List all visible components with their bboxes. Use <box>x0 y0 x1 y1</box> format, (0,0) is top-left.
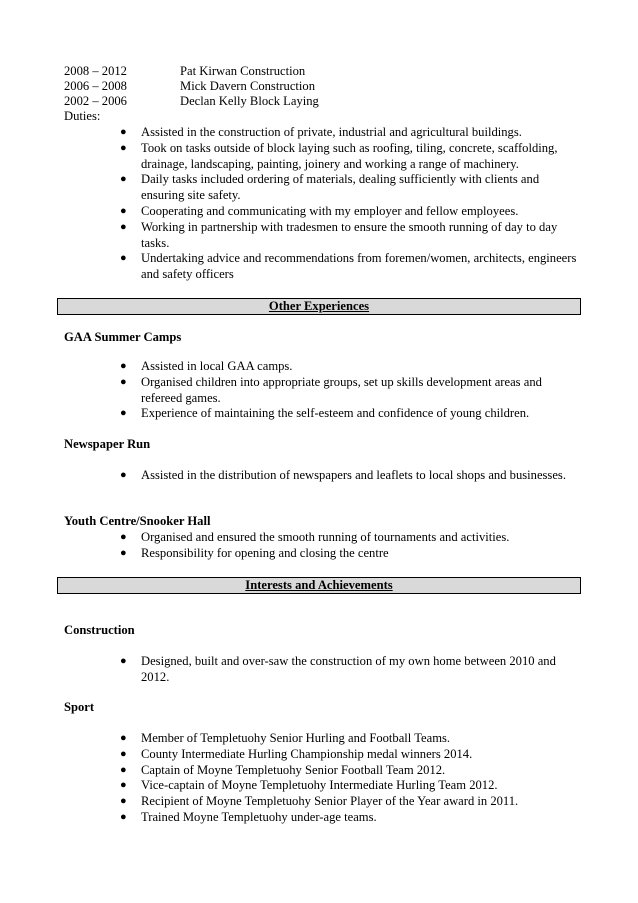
bullet-icon: ● <box>120 546 127 559</box>
job-company: Mick Davern Construction <box>180 79 316 93</box>
list-item: ● Member of Templetuohy Senior Hurling and Football Teams. <box>120 731 451 745</box>
list-item: ● Responsibility for opening and closing the centre <box>120 545 389 560</box>
subheading-newspaper: Newspaper Run <box>64 437 151 451</box>
list-item: ● Took on tasks outside of block laying such as roofing, tiling, concrete, scaffolding, drainage, landscaping, painting, joinery and working a range of machinery. <box>120 140 558 171</box>
list-item: ● Recipient of Moyne Templetuohy Senior Player of the Year award in 2011. <box>120 794 519 809</box>
bullet-icon: ● <box>120 655 127 667</box>
gaa-list <box>0 359 638 422</box>
list-item: ● Daily tasks included ordering of materials, dealing sufficiently with clients and ensuring site safety. <box>120 172 540 203</box>
youth-list <box>0 530 638 562</box>
bullet-icon: ● <box>120 747 127 760</box>
job-company: Declan Kelly Block Laying <box>180 94 319 108</box>
subheading-youth-centre: Youth Centre/Snooker Hall <box>64 514 211 528</box>
list-item: ● Assisted in the construction of private, industrial and agricultural buildings. <box>120 125 522 139</box>
job-row <box>64 94 319 109</box>
list-item: ● Organised children into appropriate groups, set up skills development areas and refereed games. <box>120 374 542 405</box>
list-item: ● County Intermediate Hurling Championship medal winners 2014. <box>120 746 473 761</box>
bullet-icon: ● <box>120 779 127 792</box>
bullet-icon: ● <box>120 810 127 823</box>
list-item: ● Assisted in the distribution of newspapers and leaflets to local shops and businesses. <box>120 468 566 482</box>
newspaper-list <box>0 468 638 484</box>
bullet-icon: ● <box>120 763 127 776</box>
list-item: ● Working in partnership with tradesmen to ensure the smooth running of day to day tasks. <box>120 219 558 250</box>
job-row <box>64 64 305 79</box>
list-item: ● Trained Moyne Templetuohy under-age teams. <box>120 809 377 824</box>
list-item: ● Undertaking advice and recommendations from foremen/women, architects, engineers and safety officers <box>120 251 577 282</box>
sport-list <box>0 731 638 826</box>
list-item: ● Captain of Moyne Templetuohy Senior Football Team 2012. <box>120 762 446 777</box>
bullet-icon: ● <box>120 220 127 233</box>
subheading-gaa: GAA Summer Camps <box>64 330 182 344</box>
job-row <box>64 79 315 94</box>
construction-list <box>0 654 638 686</box>
bullet-icon: ● <box>120 360 127 372</box>
bullet-icon: ● <box>120 375 127 388</box>
bullet-icon: ● <box>120 795 127 808</box>
job-years: 2002 – 2006 <box>64 94 127 108</box>
section-header-other-experiences: Other Experiences <box>57 298 581 315</box>
bullet-icon: ● <box>120 126 127 138</box>
list-item: ● Vice-captain of Moyne Templetuohy Intermediate Hurling Team 2012. <box>120 778 498 793</box>
subheading-construction: Construction <box>64 623 135 637</box>
duties-label: Duties: <box>64 109 101 123</box>
section-header-interests: Interests and Achievements <box>57 577 581 594</box>
subheading-sport: Sport <box>64 700 95 714</box>
list-item: ● Organised and ensured the smooth running of tournaments and activities. <box>120 530 510 544</box>
bullet-icon: ● <box>120 407 127 420</box>
job-years: 2008 – 2012 <box>64 64 127 78</box>
bullet-icon: ● <box>120 141 127 154</box>
list-item: ● Designed, built and over-saw the construction of my own home between 2010 and 2012. <box>120 654 556 684</box>
bullet-icon: ● <box>120 204 127 217</box>
list-item: ● Cooperating and communicating with my employer and fellow employees. <box>120 203 519 218</box>
list-item: ● Assisted in local GAA camps. <box>120 359 293 373</box>
bullet-icon: ● <box>120 531 127 543</box>
list-item: ● Experience of maintaining the self-esteem and confidence of young children. <box>120 406 530 421</box>
bullet-icon: ● <box>120 469 127 481</box>
bullet-icon: ● <box>120 732 127 744</box>
duties-list <box>0 125 638 283</box>
bullet-icon: ● <box>120 252 127 265</box>
bullet-icon: ● <box>120 173 127 186</box>
job-company: Pat Kirwan Construction <box>180 64 306 78</box>
job-years: 2006 – 2008 <box>64 79 127 93</box>
